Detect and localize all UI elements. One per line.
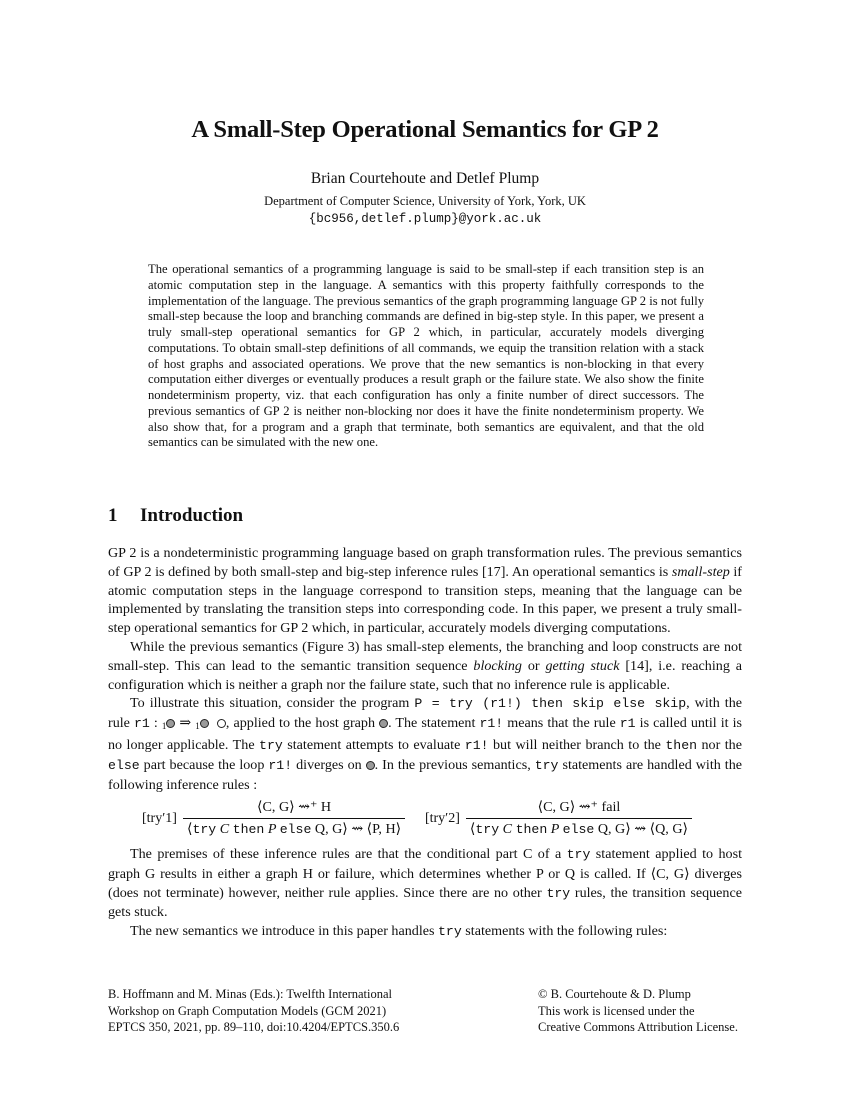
grey-node-icon — [200, 719, 209, 728]
rule-name: [try′2] — [424, 810, 460, 826]
paper-title: A Small-Step Operational Semantics for GP 2 — [191, 116, 659, 143]
grey-node-icon — [379, 719, 388, 728]
affiliation: Department of Computer Science, University of York, York, UK — [264, 194, 586, 208]
rule-premise: ⟨C, G⟩ ⇝⁺ fail — [537, 799, 621, 816]
body-text — [108, 544, 742, 942]
inference-rules — [142, 798, 692, 840]
white-node-icon — [217, 719, 226, 728]
rule-name: [try′1] — [142, 810, 177, 826]
abstract: The operational semantics of a programming language is said to be small-step if each transition step is an atomic computation step in the language. A semantics with this property faithfully corresponds to the implementation of the language. The previous semantics of the graph programming language GP 2 is not fully small-step because the loop and branching commands are defined in big-step style. In this paper, we present a truly small-step operational semantics for GP 2 which, in particular, accurately models diverging computations. To obtain small-step definitions of all commands, we equip the transition relation with a stack of host graphs and associated operations. We prove that the new semantics is non-blocking in that every computation either diverges or eventually produces a result graph or the failure state. We also show the finite nondeterminism property, viz. that each configuration has only a finite number of direct successors. The previous semantics of GP 2 is neither non-blocking nor does it have the finite nondeterminism property. We also show that, for a program and a graph that terminate, both semantics are equivalent, and that the old semantics can be simulated with the new one. — [148, 262, 704, 450]
inference-rule-try1 — [142, 798, 405, 840]
paragraph-1: GP 2 is a nondeterministic programming language based on graph transformation rules. The previous semantics of GP 2 is defined by both small-step and big-step inference rules [17]. An operational semantics is small-step if atomic computation steps in the language correspond to transition steps, meaning that the language can be implemented by translating the transition steps into corresponding code. In this paper, we present a truly small-step operational semantics for GP 2 which, in particular, accurately models diverging computations. — [108, 545, 743, 637]
paragraph-4: The premises of these inference rules are that the conditional part C of a try statement applied to host graph G results in either a graph H or failure, which determines whether P or Q is called. If ⟨C, G⟩ diverges (does not terminate) however, neither rule applies. Since there are no other try rules, the transition sequence gets stuck. — [108, 845, 743, 921]
section-number: 1 — [108, 505, 118, 526]
author-emails: {bc956,detlef.plump}@york.ac.uk — [308, 212, 542, 226]
program-code: P = try (r1!) then skip else skip — [414, 696, 687, 712]
paragraph-3: To illustrate this situation, consider the program P = try (r1!) then skip else skip, with the rule r1 : $_1$ ⇒ $_1$ , applied to the host graph . The statement r1! means that the rule r1 is called until it is no longer applicable. The try statement attempts to evaluate r1! but will neither branch to the then nor the else part because the loop r1! diverges on . In the previous semantics, try statements are handled with the following inference rules : — [108, 695, 743, 793]
paper-authors: Brian Courtehoute and Detlef Plump — [310, 170, 540, 187]
grey-node-icon — [366, 761, 375, 770]
rule-premise: ⟨C, G⟩ ⇝⁺ H — [257, 799, 332, 816]
inference-rule-try2 — [425, 798, 692, 840]
rule-conclusion: ⟨try C then P else Q, G⟩ ⇝ ⟨P, H⟩ — [183, 818, 405, 840]
grey-node-icon — [166, 719, 175, 728]
footer-license: © B. Courtehoute & D. Plump This work is licensed under the Creative Commons Attribution License. — [538, 987, 738, 1035]
paragraph-2: While the previous semantics (Figure 3) has small-step elements, the branching and loop constructs are not small-step. This can lead to the semantic transition sequence blocking or getting stuck [14], i.e. reaching a configuration which is neither a graph nor the failure state, such that no inference rule is applicable. — [108, 638, 743, 693]
section-heading — [108, 505, 243, 527]
paragraph-5: The new semantics we introduce in this paper handles try statements with the following rules: — [130, 923, 668, 940]
footer-publication-info: B. Hoffmann and M. Minas (Eds.): Twelfth International Workshop on Graph Computation Models (GCM 2021) EPTCS 350, 2021, pp. 89–110, doi:10.4204/EPTCS.350.6 — [108, 987, 400, 1035]
rule-conclusion: ⟨try C then P else Q, G⟩ ⇝ ⟨Q, G⟩ — [466, 818, 692, 840]
section-title: Introduction — [140, 505, 244, 526]
